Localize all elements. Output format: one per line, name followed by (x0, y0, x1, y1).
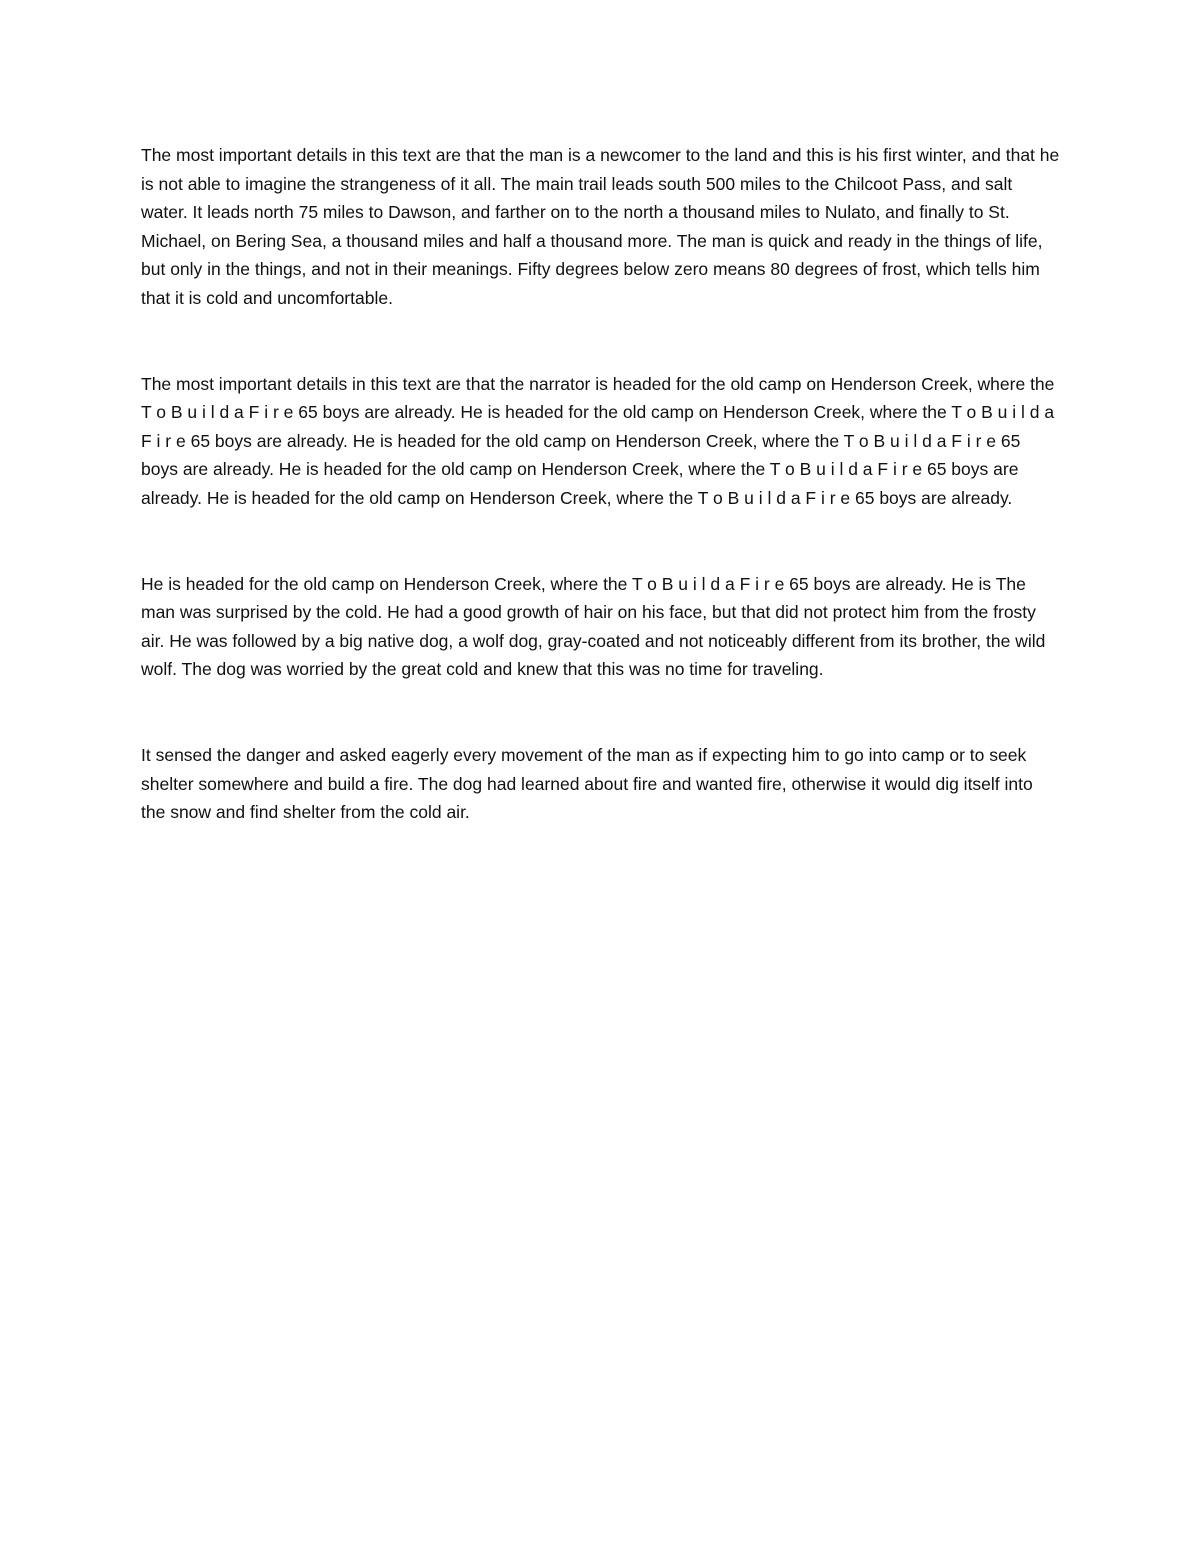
paragraph-1: The most important details in this text are that the man is a newcomer to the land and this is his first winter, and that he is not able to imagine the strangeness of it all. The main trail leads south 500 miles to the Chilcoot Pass, and salt water. It leads north 75 miles to Dawson, and farther on to the north a thousand miles to Nulato, and finally to St. Michael, on Bering Sea, a thousand miles and half a thousand more. The man is quick and ready in the things of life, but only in the things, and not in their meanings. Fifty degrees below zero means 80 degrees of frost, which tells him that it is cold and uncomfortable. (141, 145, 1060, 308)
paragraph-2: The most important details in this text are that the narrator is headed for the old camp on Henderson Creek, where the T o B u i l d a F i r e 65 boys are already. He is headed for the old camp on Henderson Creek, where the T o B u i l d a F i r e 65 boys are already. He is headed for the old camp on Henderson Creek, where the T o B u i l d a F i r e 65 boys are already. He is headed for the old camp on Henderson Creek, where the T o B u i l d a F i r e 65 boys are already. He is headed for the old camp on Henderson Creek, where the T o B u i l d a F i r e 65 boys are already. (141, 373, 1055, 508)
paragraph-3: He is headed for the old camp on Henderson Creek, where the T o B u i l d a F i r e 65 boys are already. He is The man was surprised by the cold. He had a good growth of hair on his face, but that did not protect him from the frosty air. He was followed by a big native dog, a wolf dog, gray-coated and not noticeably different from its brother, the wild wolf. The dog was worried by the great cold and knew that this was no time for traveling. (141, 573, 1046, 680)
document-body (141, 141, 1061, 827)
paragraph-4: It sensed the danger and asked eagerly every movement of the man as if expecting him to go into camp or to seek shelter somewhere and build a fire. The dog had learned about fire and wanted fire, otherwise it would dig itself into the snow and find shelter from the cold air. (141, 744, 1033, 823)
